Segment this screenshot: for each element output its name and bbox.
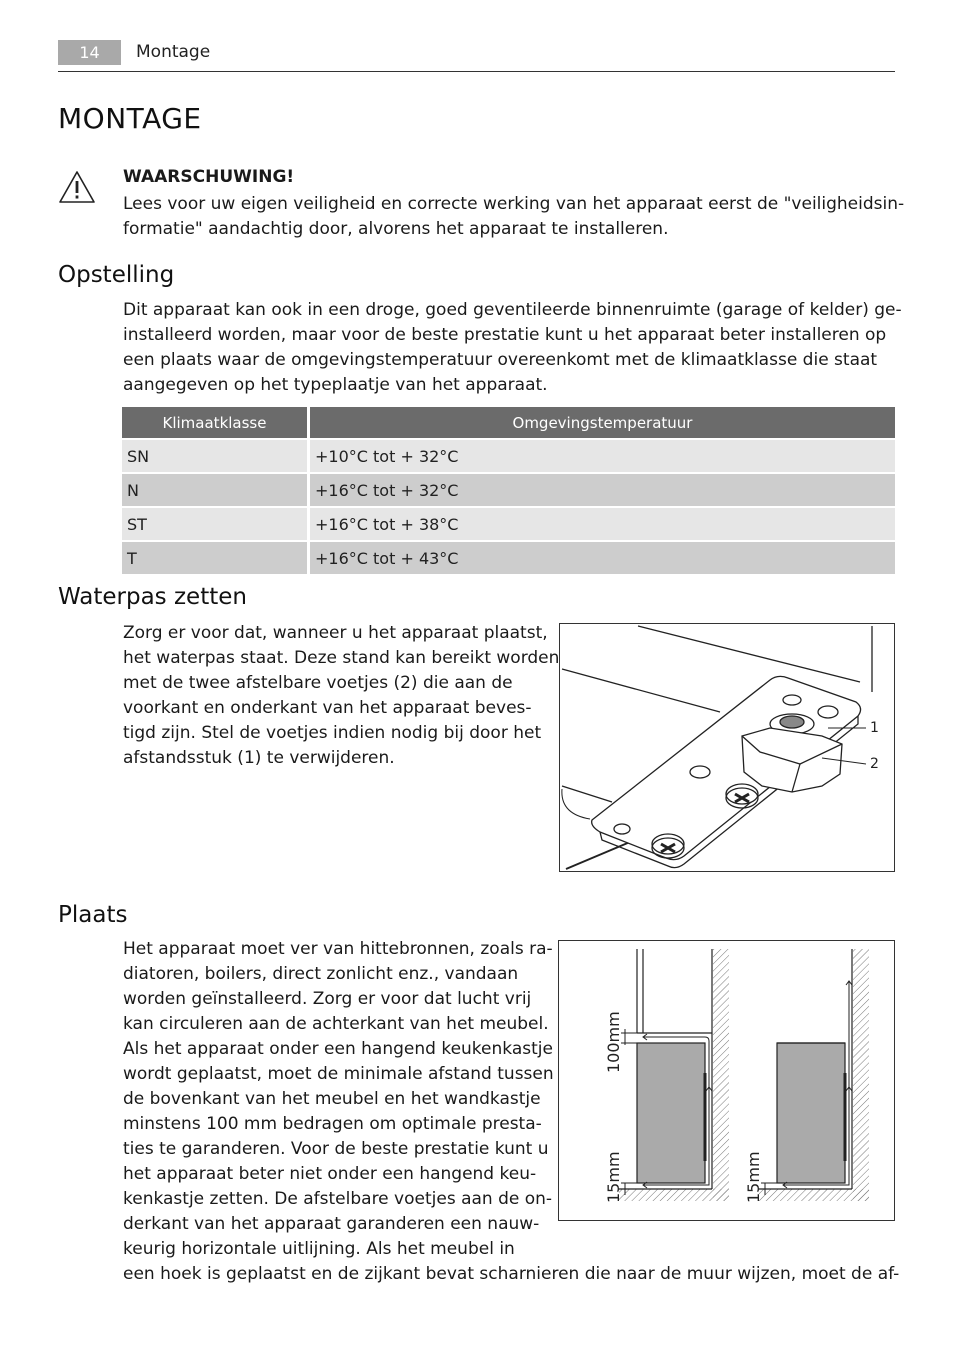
table-cell: ST <box>122 508 310 540</box>
page-number: 14 <box>58 40 121 65</box>
figure-label-spacer: 1 <box>870 720 879 736</box>
leveling-feet-illustration <box>560 624 894 871</box>
dimension-label-bottom-right: 15mm <box>744 1151 763 1203</box>
dimension-label-bottom-left: 15mm <box>604 1151 623 1203</box>
waterpas-text: Zorg er voor dat, wanneer u het apparaat plaatst, het waterpas staat. Deze stand kan bereikt worden met de twee afstelbare voetjes (2) die aan de voorkant en onderkant van het apparaat beves- tigd zijn. Stel de voetjes indien nodig bij door het afstandsstuk (1) te verwijderen. <box>123 623 560 768</box>
table-cell: +16°C tot + 43°C <box>310 542 895 574</box>
page-header <box>58 40 895 72</box>
table-header-row <box>122 407 895 438</box>
figure-label-foot: 2 <box>870 756 879 772</box>
leveling-feet-figure <box>559 623 895 872</box>
section-heading-plaats: Plaats <box>58 902 128 928</box>
section-heading-opstelling: Opstelling <box>58 262 175 288</box>
table-row <box>122 474 895 506</box>
dimension-label-top: 100mm <box>604 1011 623 1073</box>
section-heading-waterpas: Waterpas zetten <box>58 584 247 610</box>
table-cell: +16°C tot + 38°C <box>310 508 895 540</box>
climate-class-table <box>122 405 895 576</box>
warning-heading: WAARSCHUWING! <box>123 167 295 187</box>
table-row <box>122 440 895 472</box>
table-row <box>122 542 895 574</box>
table-cell: SN <box>122 440 310 472</box>
plaats-text: Het apparaat moet ver van hittebronnen, zoals ra- diatoren, boilers, direct zonlicht enz., vandaan worden geïnstalleerd. Zorg er voor dat lucht vrij kan circuleren aan de achterkant van het meubel. Als het apparaat onder een hangend keukenkastje wordt geplaatst, moet de minimale afstand tussen de bovenkant van het meubel en het wandkastje minstens 100 mm bedragen om optimale presta- ties te garanderen. Voor de beste prestatie kunt u het apparaat beter niet onder een hangend keu- kenkastje zetten. De afstelbare voetjes aan de on- derkant van het apparaat garanderen een nauw- keurig horizontale uitlijning. Als het meubel in een hoek is geplaatst en de zijkant bevat scharnieren die naar de muur wijzen, moet de af- <box>123 939 900 1284</box>
table-cell: N <box>122 474 310 506</box>
column-header-omgevingstemperatuur: Omgevingstemperatuur <box>310 407 895 438</box>
table-cell: +10°C tot + 32°C <box>310 440 895 472</box>
warning-text: Lees voor uw eigen veiligheid en correcte werking van het apparaat eerst de "veiligheidsin- formatie" aandachtig door, alvorens het apparaat te installeren. <box>123 194 905 239</box>
placement-clearance-illustration <box>559 941 894 1220</box>
table-cell: T <box>122 542 310 574</box>
placement-clearance-figure <box>558 940 895 1221</box>
page-title: MONTAGE <box>58 102 202 135</box>
header-section-title: Montage <box>136 42 211 62</box>
column-header-klimaatklasse: Klimaatklasse <box>122 407 310 438</box>
opstelling-text: Dit apparaat kan ook in een droge, goed geventileerde binnenruimte (garage of kelder) ge- installeerd worden, maar voor de beste prestatie kunt u het apparaat beter installeren op een plaats waar de omgevingstemperatuur overeenkomt met de klimaatklasse die staat aangegeven op het typeplaatje van het apparaat. <box>123 300 902 395</box>
table-row <box>122 508 895 540</box>
table-cell: +16°C tot + 32°C <box>310 474 895 506</box>
warning-icon <box>58 170 96 204</box>
